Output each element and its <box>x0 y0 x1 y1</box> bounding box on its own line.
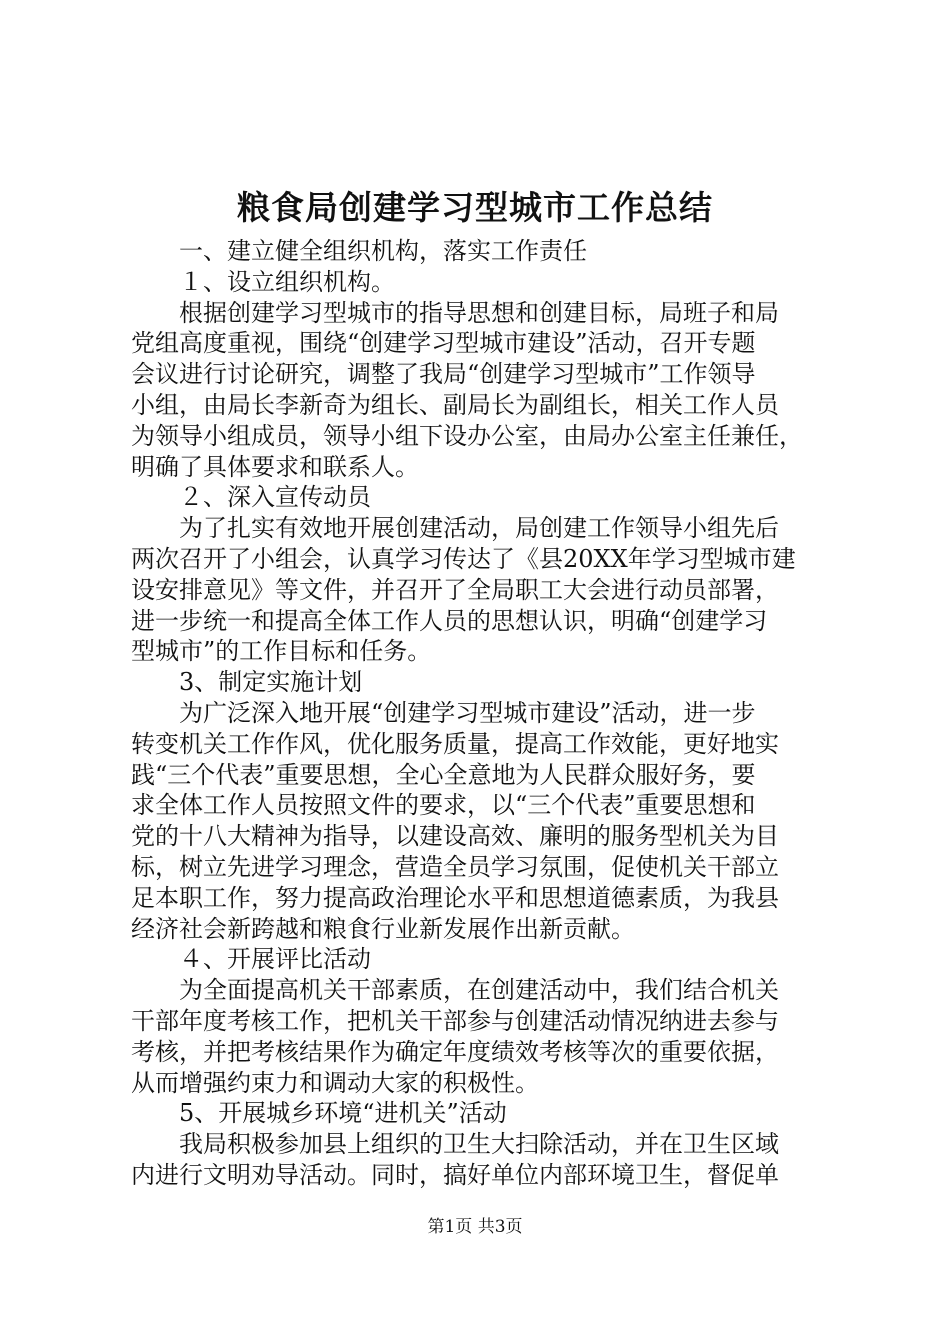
paragraph-line: 考核，并把考核结果作为确定年度绩效考核等次的重要依据， <box>131 1037 779 1066</box>
document-body <box>131 236 831 1191</box>
paragraph-line: 经济社会新跨越和粮食行业新发展作出新贡献。 <box>131 914 635 943</box>
section-heading: ２、深入宣传动员 <box>179 483 371 512</box>
paragraph-line: 为广泛深入地开展“创建学习型城市建设”活动，进一步 <box>179 698 756 727</box>
paragraph-line: 党的十八大精神为指导，以建设高效、廉明的服务型机关为目 <box>131 822 779 851</box>
paragraph-line: 转变机关工作作风，优化服务质量，提高工作效能，更好地实 <box>131 729 779 758</box>
section-heading: １、设立组织机构。 <box>179 267 395 296</box>
document-title: 粮食局创建学习型城市工作总结 <box>237 188 713 227</box>
paragraph-line: 我局积极参加县上组织的卫生大扫除活动，并在卫生区域 <box>179 1130 779 1159</box>
paragraph-line: 根据创建学习型城市的指导思想和创建目标，局班子和局 <box>179 298 779 327</box>
paragraph-line: 会议进行讨论研究，调整了我局“创建学习型城市”工作领导 <box>131 360 756 389</box>
page-footer: 第1页 共3页 <box>427 1217 523 1237</box>
paragraph-line: 小组，由局长李新奇为组长、副局长为副组长，相关工作人员 <box>131 390 779 419</box>
paragraph-line: 足本职工作，努力提高政治理论水平和思想道德素质，为我县 <box>131 883 779 912</box>
paragraph-line: 进一步统一和提高全体工作人员的思想认识，明确“创建学习 <box>131 606 768 635</box>
section-heading: 5、开展城乡环境“进机关”活动 <box>179 1099 507 1128</box>
paragraph-line: 设安排意见》等文件，并召开了全局职工大会进行动员部署， <box>131 575 779 604</box>
section-heading: 3、制定实施计划 <box>179 668 363 697</box>
paragraph-line: 为领导小组成员，领导小组下设办公室，由局办公室主任兼任， <box>131 421 803 450</box>
paragraph-line: 明确了具体要求和联系人。 <box>131 452 419 481</box>
paragraph-line: 内进行文明劝导活动。同时，搞好单位内部环境卫生，督促单 <box>131 1160 779 1189</box>
paragraph-line: 践“三个代表”重要思想，全心全意地为人民群众服好务，要 <box>131 760 756 789</box>
paragraph-line: 为全面提高机关干部素质，在创建活动中，我们结合机关 <box>179 976 779 1005</box>
paragraph-line: 求全体工作人员按照文件的要求，以“三个代表”重要思想和 <box>131 791 756 820</box>
paragraph-line: 两次召开了小组会，认真学习传达了《县20XX年学习型城市建 <box>131 544 796 573</box>
paragraph-line: 标，树立先进学习理念，营造全员学习氛围，促使机关干部立 <box>131 852 779 881</box>
paragraph-line: 干部年度考核工作，把机关干部参与创建活动情况纳进去参与 <box>131 1006 779 1035</box>
section-heading: ４、开展评比活动 <box>179 945 371 974</box>
section-heading: 一、建立健全组织机构，落实工作责任 <box>179 237 587 265</box>
paragraph-line: 从而增强约束力和调动大家的积极性。 <box>131 1068 539 1097</box>
paragraph-line: 党组高度重视，围绕“创建学习型城市建设”活动，召开专题 <box>131 329 756 358</box>
paragraph-line: 为了扎实有效地开展创建活动，局创建工作领导小组先后 <box>179 514 779 543</box>
paragraph-line: 型城市”的工作目标和任务。 <box>131 637 432 666</box>
